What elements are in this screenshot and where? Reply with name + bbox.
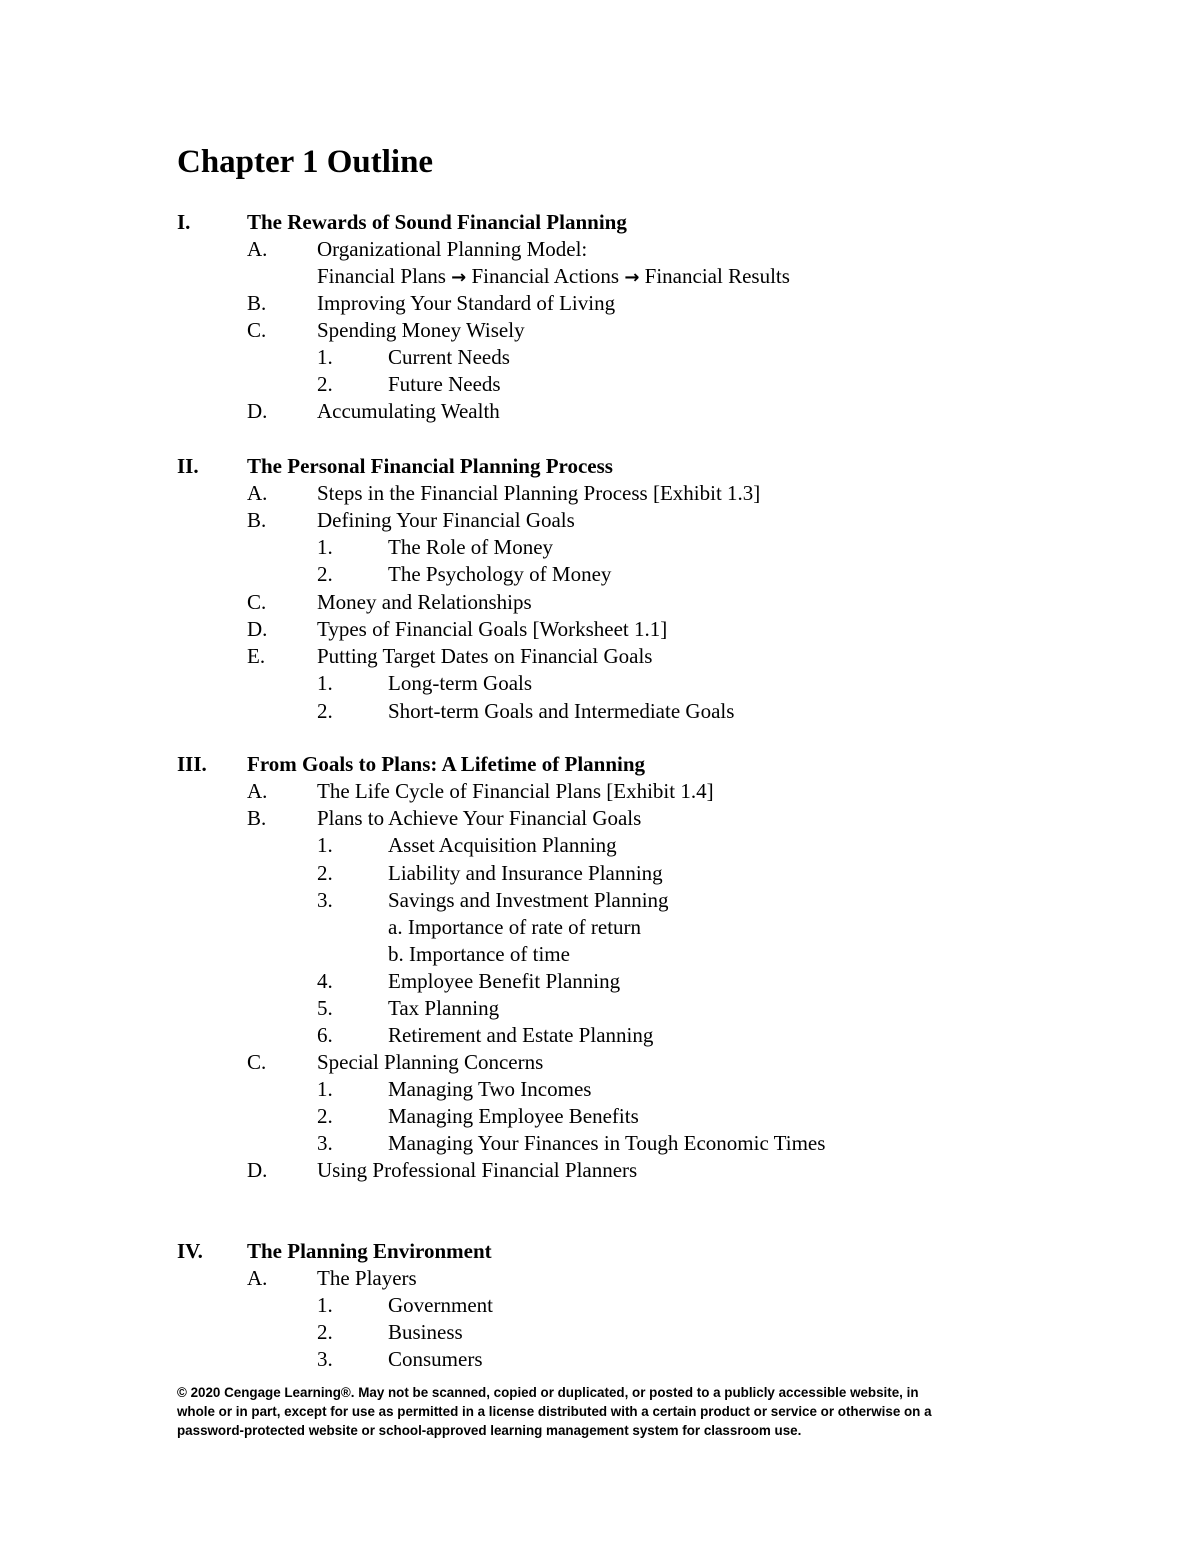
flow-step: Financial Actions — [471, 264, 620, 288]
subitem-number: 2. — [317, 372, 333, 396]
outline-detail: a. Importance of rate of return — [388, 915, 642, 939]
subitem-number: 4. — [317, 969, 333, 993]
right-arrow-icon: → — [624, 267, 640, 288]
subitem-number: 1. — [317, 671, 333, 695]
subitem-number: 3. — [317, 1131, 333, 1155]
item-letter: D. — [247, 617, 268, 641]
item-text: Using Professional Financial Planners — [317, 1158, 638, 1182]
subitem-number: 6. — [317, 1023, 333, 1047]
item-letter: A. — [247, 237, 268, 261]
subitem-number: 3. — [317, 1347, 333, 1371]
outline-detail: b. Importance of time — [388, 942, 570, 966]
section-title: The Rewards of Sound Financial Planning — [247, 210, 627, 234]
item-letter: C. — [247, 590, 267, 614]
subitem-text: Asset Acquisition Planning — [388, 833, 617, 857]
subitem-text: Liability and Insurance Planning — [388, 861, 663, 885]
section-numeral: III. — [177, 752, 207, 776]
subitem-number: 2. — [317, 1104, 333, 1128]
subitem-number: 1. — [317, 833, 333, 857]
item-text: Spending Money Wisely — [317, 318, 525, 342]
item-text: Defining Your Financial Goals — [317, 508, 575, 532]
subitem-number: 1. — [317, 535, 333, 559]
subitem-text: Managing Your Finances in Tough Economic Times — [388, 1131, 826, 1155]
subitem-text: Long-term Goals — [388, 671, 533, 695]
subitem-number: 1. — [317, 1077, 333, 1101]
item-letter: A. — [247, 481, 268, 505]
item-text: Organizational Planning Model: — [317, 237, 588, 261]
item-text: The Life Cycle of Financial Plans [Exhibit 1.4] — [317, 779, 714, 803]
item-text: Accumulating Wealth — [317, 399, 500, 423]
item-letter: D. — [247, 1158, 268, 1182]
section-title: The Personal Financial Planning Process — [247, 454, 613, 478]
item-text: Special Planning Concerns — [317, 1050, 544, 1074]
item-letter: A. — [247, 779, 268, 803]
subitem-number: 2. — [317, 1320, 333, 1344]
item-text: Putting Target Dates on Financial Goals — [317, 644, 653, 668]
subitem-text: Managing Two Incomes — [388, 1077, 592, 1101]
subitem-text: Government — [388, 1293, 493, 1317]
subitem-text: Employee Benefit Planning — [388, 969, 621, 993]
section-numeral: II. — [177, 454, 199, 478]
right-arrow-icon: → — [451, 267, 467, 288]
subitem-number: 5. — [317, 996, 333, 1020]
subitem-number: 1. — [317, 1293, 333, 1317]
item-text: Types of Financial Goals [Worksheet 1.1] — [317, 617, 668, 641]
section-title: From Goals to Plans: A Lifetime of Planning — [247, 752, 646, 776]
item-letter: B. — [247, 291, 267, 315]
item-text: Steps in the Financial Planning Process [Exhibit 1.3] — [317, 481, 761, 505]
subitem-text: The Psychology of Money — [388, 562, 612, 586]
subitem-text: Retirement and Estate Planning — [388, 1023, 654, 1047]
item-text: Improving Your Standard of Living — [317, 291, 616, 315]
subitem-text: Tax Planning — [388, 996, 500, 1020]
subitem-text: Business — [388, 1320, 463, 1344]
footer-line: whole or in part, except for use as permitted in a license distributed with a certain product or service or otherwise on a — [177, 1404, 932, 1419]
item-letter: D. — [247, 399, 268, 423]
item-letter: C. — [247, 318, 267, 342]
subitem-text: Current Needs — [388, 345, 510, 369]
item-text: Plans to Achieve Your Financial Goals — [317, 806, 642, 830]
subitem-number: 3. — [317, 888, 333, 912]
item-letter: A. — [247, 1266, 268, 1290]
flow-step: Financial Plans — [317, 264, 446, 288]
subitem-text: Future Needs — [388, 372, 501, 396]
section-numeral: IV. — [177, 1239, 203, 1263]
item-text: The Players — [317, 1266, 417, 1290]
planning-model-flow — [317, 263, 790, 290]
subitem-text: Managing Employee Benefits — [388, 1104, 639, 1128]
copyright-footer — [177, 1383, 1077, 1440]
subitem-number: 2. — [317, 861, 333, 885]
subitem-number: 2. — [317, 562, 333, 586]
subitem-text: Savings and Investment Planning — [388, 888, 669, 912]
section-title: The Planning Environment — [247, 1239, 492, 1263]
subitem-number: 1. — [317, 345, 333, 369]
page-title: Chapter 1 Outline — [177, 144, 434, 180]
footer-line: © 2020 Cengage Learning®. May not be scanned, copied or duplicated, or posted to a publicly accessible website, in — [177, 1385, 919, 1400]
footer-line: password-protected website or school-approved learning management system for classroom use. — [177, 1423, 802, 1438]
section-numeral: I. — [177, 210, 191, 234]
flow-step: Financial Results — [644, 264, 790, 288]
subitem-text: Consumers — [388, 1347, 483, 1371]
item-text: Money and Relationships — [317, 590, 532, 614]
subitem-number: 2. — [317, 699, 333, 723]
subitem-text: Short-term Goals and Intermediate Goals — [388, 699, 735, 723]
item-letter: E. — [247, 644, 266, 668]
item-letter: C. — [247, 1050, 267, 1074]
item-letter: B. — [247, 508, 267, 532]
item-letter: B. — [247, 806, 267, 830]
subitem-text: The Role of Money — [388, 535, 554, 559]
